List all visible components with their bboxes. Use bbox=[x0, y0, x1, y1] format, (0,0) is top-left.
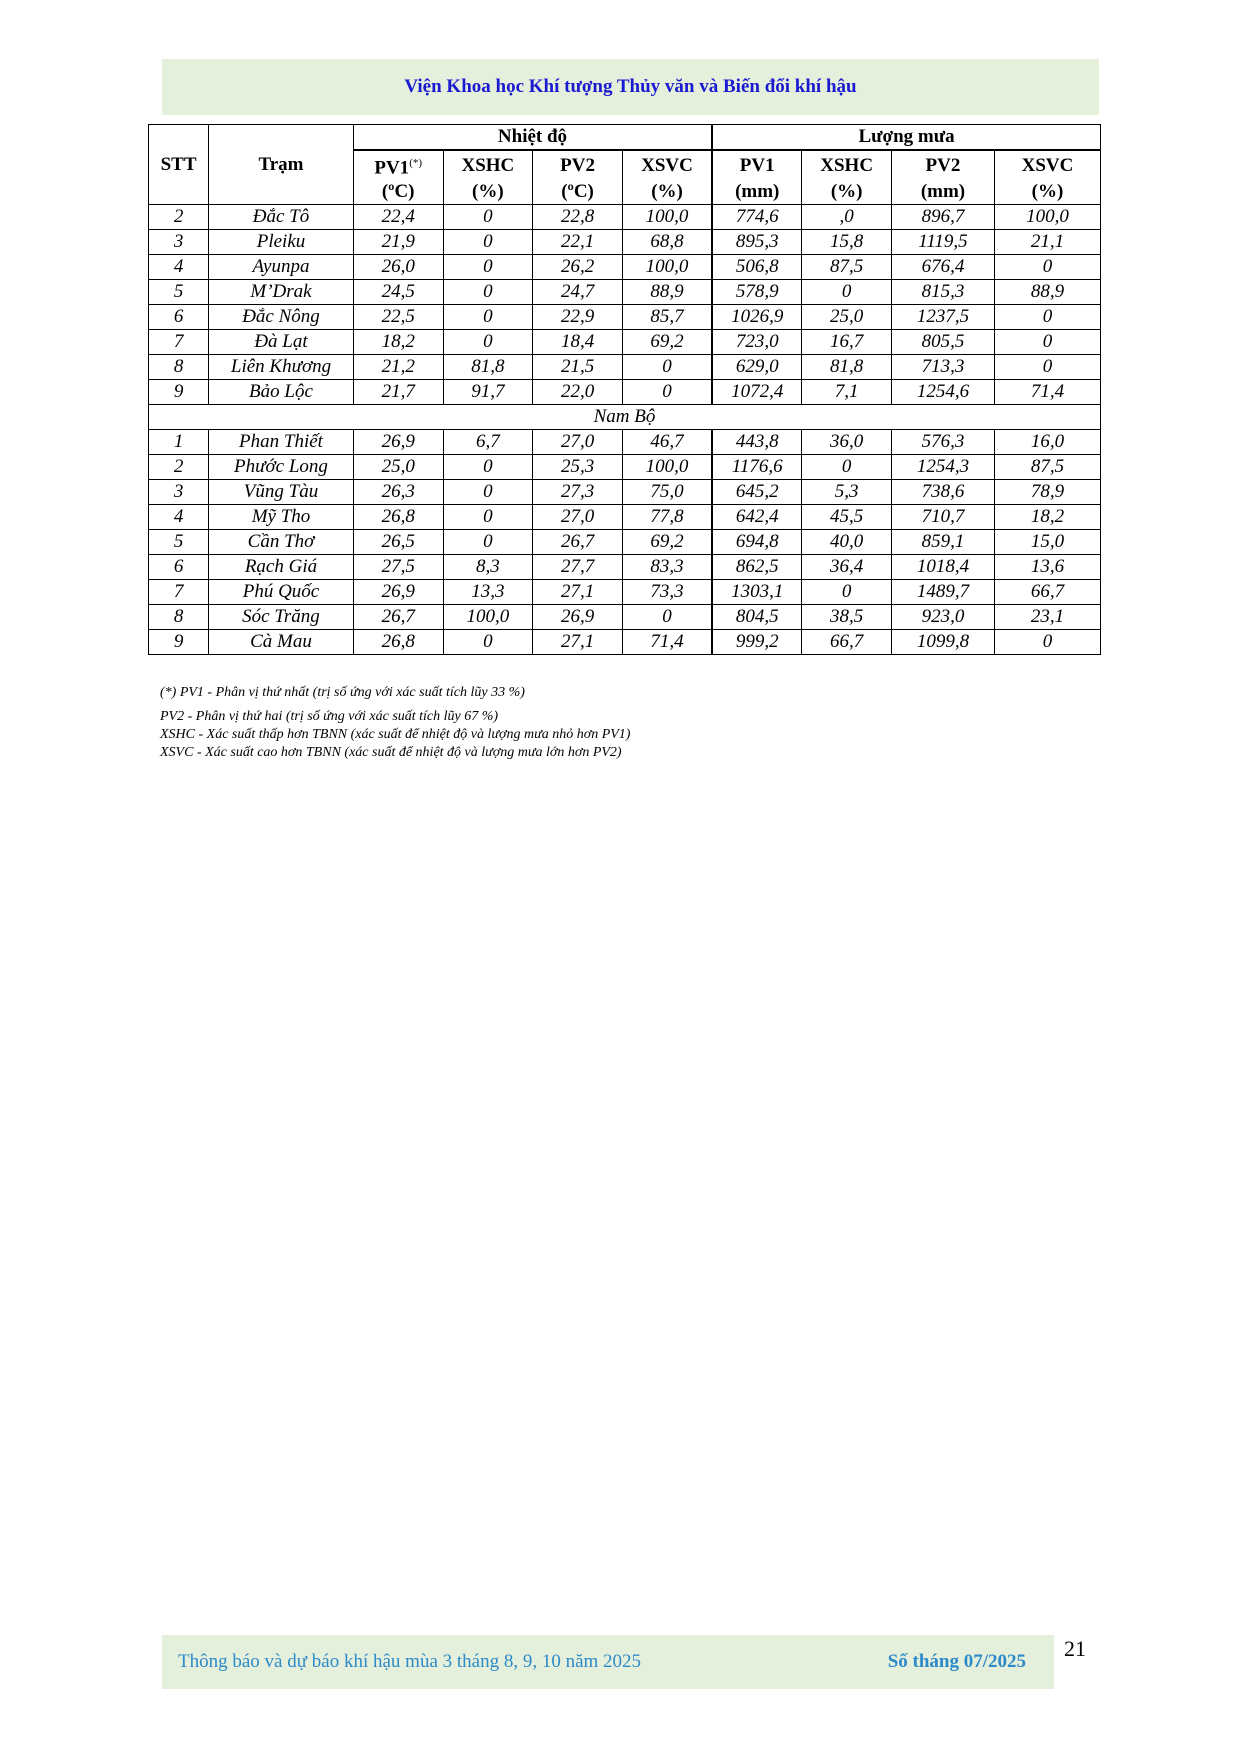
cell-value: 21,9 bbox=[353, 230, 443, 255]
cell-value: 71,4 bbox=[994, 380, 1100, 405]
cell-value: 26,8 bbox=[353, 505, 443, 530]
footnote-xsvc: XSVC - Xác suất cao hơn TBNN (xác suất để nhiệt độ và lượng mưa lớn hơn PV2) bbox=[160, 745, 622, 760]
cell-value: 1176,6 bbox=[712, 455, 802, 480]
cell-value: 443,8 bbox=[712, 430, 802, 455]
table-body-nam-bo bbox=[149, 430, 1101, 655]
page-number: 21 bbox=[1064, 1636, 1086, 1661]
cell-value: 26,9 bbox=[353, 580, 443, 605]
cell-value: 100,0 bbox=[622, 255, 712, 280]
cell-station: Phan Thiết bbox=[209, 430, 354, 455]
cell-value: 999,2 bbox=[712, 630, 802, 655]
cell-value: 578,9 bbox=[712, 280, 802, 305]
cell-value: 16,7 bbox=[802, 330, 892, 355]
cell-value: 22,9 bbox=[533, 305, 623, 330]
cell-value: 896,7 bbox=[892, 205, 995, 230]
cell-value: 87,5 bbox=[802, 255, 892, 280]
cell-value: 1099,8 bbox=[892, 630, 995, 655]
cell-value: 0 bbox=[802, 580, 892, 605]
header-temp-xshc: XSHC bbox=[443, 150, 533, 180]
header-temp-pv2: PV2 bbox=[533, 150, 623, 180]
header-temp-pv1-label: PV1 bbox=[374, 157, 410, 179]
cell-value: 7,1 bbox=[802, 380, 892, 405]
cell-value: 45,5 bbox=[802, 505, 892, 530]
section-label: Nam Bộ bbox=[149, 405, 1101, 430]
cell-value: 1018,4 bbox=[892, 555, 995, 580]
cell-value: 91,7 bbox=[443, 380, 533, 405]
footnote-marker: (*) bbox=[409, 157, 423, 169]
cell-value: 83,3 bbox=[622, 555, 712, 580]
cell-stt: 7 bbox=[149, 580, 209, 605]
cell-value: 629,0 bbox=[712, 355, 802, 380]
cell-value: 22,1 bbox=[533, 230, 623, 255]
cell-value: 1119,5 bbox=[892, 230, 995, 255]
cell-value: 69,2 bbox=[622, 330, 712, 355]
cell-value: 26,2 bbox=[533, 255, 623, 280]
cell-value: 87,5 bbox=[994, 455, 1100, 480]
cell-value: 0 bbox=[802, 455, 892, 480]
footer-title: Thông báo và dự báo khí hậu mùa 3 tháng 8, 9, 10 năm 2025 bbox=[178, 1651, 642, 1672]
cell-value: 81,8 bbox=[802, 355, 892, 380]
cell-value: 100,0 bbox=[622, 455, 712, 480]
institute-title: Viện Khoa học Khí tượng Thủy văn và Biến đổi khí hậu bbox=[404, 76, 857, 97]
header-rain-xsvc: XSVC bbox=[994, 150, 1100, 180]
cell-value: 738,6 bbox=[892, 480, 995, 505]
cell-value: 0 bbox=[443, 280, 533, 305]
cell-value: 694,8 bbox=[712, 530, 802, 555]
footnote-xshc: XSHC - Xác suất thấp hơn TBNN (xác suất để nhiệt độ và lượng mưa nhỏ hơn PV1) bbox=[160, 727, 631, 742]
cell-value: 21,7 bbox=[353, 380, 443, 405]
cell-stt: 7 bbox=[149, 330, 209, 355]
header-stt: STT bbox=[149, 125, 209, 205]
cell-value: 642,4 bbox=[712, 505, 802, 530]
table-row bbox=[149, 455, 1101, 480]
table-row bbox=[149, 530, 1101, 555]
cell-value: 81,8 bbox=[443, 355, 533, 380]
cell-stt: 5 bbox=[149, 530, 209, 555]
cell-value: 506,8 bbox=[712, 255, 802, 280]
cell-value: 66,7 bbox=[802, 630, 892, 655]
cell-value: 71,4 bbox=[622, 630, 712, 655]
cell-value: 75,0 bbox=[622, 480, 712, 505]
cell-value: 576,3 bbox=[892, 430, 995, 455]
cell-value: 85,7 bbox=[622, 305, 712, 330]
cell-value: 24,7 bbox=[533, 280, 623, 305]
cell-stt: 3 bbox=[149, 230, 209, 255]
table-row bbox=[149, 255, 1101, 280]
cell-value: 68,8 bbox=[622, 230, 712, 255]
cell-value: 18,2 bbox=[994, 505, 1100, 530]
cell-value: 1072,4 bbox=[712, 380, 802, 405]
unit-rain-xsvc: (%) bbox=[994, 180, 1100, 205]
table-row bbox=[149, 330, 1101, 355]
cell-station: Cần Thơ bbox=[209, 530, 354, 555]
cell-value: 13,6 bbox=[994, 555, 1100, 580]
cell-value: 27,5 bbox=[353, 555, 443, 580]
cell-value: 88,9 bbox=[622, 280, 712, 305]
cell-stt: 2 bbox=[149, 455, 209, 480]
cell-value: 0 bbox=[443, 455, 533, 480]
cell-stt: 9 bbox=[149, 630, 209, 655]
cell-value: 18,4 bbox=[533, 330, 623, 355]
cell-value: 805,5 bbox=[892, 330, 995, 355]
unit-rain-pv1: (mm) bbox=[712, 180, 802, 205]
cell-value: 40,0 bbox=[802, 530, 892, 555]
cell-value: 0 bbox=[443, 230, 533, 255]
cell-value: 38,5 bbox=[802, 605, 892, 630]
cell-value: 1237,5 bbox=[892, 305, 995, 330]
table-row bbox=[149, 480, 1101, 505]
cell-value: 0 bbox=[443, 480, 533, 505]
cell-value: 26,7 bbox=[353, 605, 443, 630]
cell-value: 0 bbox=[994, 330, 1100, 355]
cell-value: 100,0 bbox=[443, 605, 533, 630]
cell-value: 73,3 bbox=[622, 580, 712, 605]
header-station: Trạm bbox=[209, 125, 354, 205]
table-body-section bbox=[149, 405, 1101, 430]
cell-stt: 4 bbox=[149, 255, 209, 280]
cell-value: 645,2 bbox=[712, 480, 802, 505]
cell-value: 0 bbox=[443, 205, 533, 230]
table-row bbox=[149, 605, 1101, 630]
cell-value: 6,7 bbox=[443, 430, 533, 455]
table-row bbox=[149, 205, 1101, 230]
table-row bbox=[149, 430, 1101, 455]
table-row bbox=[149, 280, 1101, 305]
cell-value: 27,0 bbox=[533, 505, 623, 530]
table-row bbox=[149, 555, 1101, 580]
header-rain-pv1: PV1 bbox=[712, 150, 802, 180]
cell-value: 21,2 bbox=[353, 355, 443, 380]
unit-temp-pv1: (ºC) bbox=[353, 180, 443, 205]
cell-stt: 8 bbox=[149, 355, 209, 380]
cell-station: Phước Long bbox=[209, 455, 354, 480]
header-temp-xsvc: XSVC bbox=[622, 150, 712, 180]
unit-rain-pv2: (mm) bbox=[892, 180, 995, 205]
footnote-pv1: (*) PV1 - Phân vị thứ nhất (trị số ứng với xác suất tích lũy 33 %) bbox=[160, 685, 525, 700]
cell-value: 26,9 bbox=[353, 430, 443, 455]
cell-value: 25,0 bbox=[802, 305, 892, 330]
cell-stt: 9 bbox=[149, 380, 209, 405]
cell-value: 5,3 bbox=[802, 480, 892, 505]
cell-value: 16,0 bbox=[994, 430, 1100, 455]
cell-station: Mỹ Tho bbox=[209, 505, 354, 530]
cell-station: Đắc Nông bbox=[209, 305, 354, 330]
cell-station: Liên Khương bbox=[209, 355, 354, 380]
cell-value: 0 bbox=[802, 280, 892, 305]
cell-value: 0 bbox=[622, 355, 712, 380]
cell-station: Phú Quốc bbox=[209, 580, 354, 605]
cell-stt: 5 bbox=[149, 280, 209, 305]
cell-value: 24,5 bbox=[353, 280, 443, 305]
cell-value: 46,7 bbox=[622, 430, 712, 455]
cell-value: 804,5 bbox=[712, 605, 802, 630]
cell-value: ,0 bbox=[802, 205, 892, 230]
cell-stt: 4 bbox=[149, 505, 209, 530]
cell-station: M’Drak bbox=[209, 280, 354, 305]
cell-stt: 8 bbox=[149, 605, 209, 630]
cell-station: Ayunpa bbox=[209, 255, 354, 280]
cell-stt: 6 bbox=[149, 555, 209, 580]
cell-value: 1254,3 bbox=[892, 455, 995, 480]
cell-value: 100,0 bbox=[994, 205, 1100, 230]
cell-value: 18,2 bbox=[353, 330, 443, 355]
footer-band bbox=[162, 1635, 1054, 1689]
table-row bbox=[149, 630, 1101, 655]
cell-value: 1254,6 bbox=[892, 380, 995, 405]
cell-station: Rạch Giá bbox=[209, 555, 354, 580]
cell-stt: 3 bbox=[149, 480, 209, 505]
cell-station: Bảo Lộc bbox=[209, 380, 354, 405]
table-row bbox=[149, 505, 1101, 530]
cell-value: 1026,9 bbox=[712, 305, 802, 330]
cell-value: 26,9 bbox=[533, 605, 623, 630]
cell-value: 27,7 bbox=[533, 555, 623, 580]
table-row bbox=[149, 580, 1101, 605]
cell-value: 0 bbox=[622, 605, 712, 630]
header-temp-pv1 bbox=[353, 150, 443, 180]
cell-value: 0 bbox=[443, 530, 533, 555]
header-group-rainfall: Lượng mưa bbox=[712, 125, 1100, 151]
cell-value: 36,4 bbox=[802, 555, 892, 580]
table-body-tay-nguyen bbox=[149, 205, 1101, 405]
cell-value: 713,3 bbox=[892, 355, 995, 380]
cell-stt: 6 bbox=[149, 305, 209, 330]
cell-value: 27,0 bbox=[533, 430, 623, 455]
cell-value: 69,2 bbox=[622, 530, 712, 555]
cell-value: 22,4 bbox=[353, 205, 443, 230]
cell-value: 0 bbox=[994, 355, 1100, 380]
cell-value: 0 bbox=[443, 305, 533, 330]
cell-value: 25,3 bbox=[533, 455, 623, 480]
cell-value: 27,3 bbox=[533, 480, 623, 505]
cell-value: 36,0 bbox=[802, 430, 892, 455]
unit-rain-xshc: (%) bbox=[802, 180, 892, 205]
cell-value: 676,4 bbox=[892, 255, 995, 280]
table-row bbox=[149, 305, 1101, 330]
cell-station: Sóc Trăng bbox=[209, 605, 354, 630]
header-rain-xshc: XSHC bbox=[802, 150, 892, 180]
forecast-table bbox=[148, 124, 1101, 655]
cell-station: Cà Mau bbox=[209, 630, 354, 655]
cell-value: 15,8 bbox=[802, 230, 892, 255]
cell-value: 22,0 bbox=[533, 380, 623, 405]
cell-value: 26,7 bbox=[533, 530, 623, 555]
cell-value: 895,3 bbox=[712, 230, 802, 255]
cell-value: 22,8 bbox=[533, 205, 623, 230]
cell-value: 710,7 bbox=[892, 505, 995, 530]
cell-value: 0 bbox=[994, 630, 1100, 655]
cell-stt: 1 bbox=[149, 430, 209, 455]
cell-value: 15,0 bbox=[994, 530, 1100, 555]
unit-temp-xsvc: (%) bbox=[622, 180, 712, 205]
cell-value: 0 bbox=[443, 255, 533, 280]
header-rain-pv2: PV2 bbox=[892, 150, 995, 180]
cell-value: 862,5 bbox=[712, 555, 802, 580]
issue-number: Số tháng 07/2025 bbox=[887, 1651, 1026, 1672]
cell-value: 26,3 bbox=[353, 480, 443, 505]
cell-value: 859,1 bbox=[892, 530, 995, 555]
cell-value: 27,1 bbox=[533, 630, 623, 655]
cell-value: 1489,7 bbox=[892, 580, 995, 605]
header-group-temperature: Nhiệt độ bbox=[353, 125, 712, 151]
table-row bbox=[149, 230, 1101, 255]
cell-value: 78,9 bbox=[994, 480, 1100, 505]
cell-value: 26,5 bbox=[353, 530, 443, 555]
cell-value: 723,0 bbox=[712, 330, 802, 355]
cell-value: 0 bbox=[994, 305, 1100, 330]
cell-value: 815,3 bbox=[892, 280, 995, 305]
table-row bbox=[149, 380, 1101, 405]
cell-value: 13,3 bbox=[443, 580, 533, 605]
cell-value: 0 bbox=[994, 255, 1100, 280]
cell-value: 26,8 bbox=[353, 630, 443, 655]
cell-station: Đắc Tô bbox=[209, 205, 354, 230]
cell-value: 923,0 bbox=[892, 605, 995, 630]
cell-value: 0 bbox=[443, 505, 533, 530]
cell-value: 21,5 bbox=[533, 355, 623, 380]
cell-value: 77,8 bbox=[622, 505, 712, 530]
cell-station: Đà Lạt bbox=[209, 330, 354, 355]
cell-station: Vũng Tàu bbox=[209, 480, 354, 505]
cell-value: 100,0 bbox=[622, 205, 712, 230]
cell-value: 23,1 bbox=[994, 605, 1100, 630]
cell-value: 1303,1 bbox=[712, 580, 802, 605]
cell-value: 0 bbox=[622, 380, 712, 405]
table-row bbox=[149, 355, 1101, 380]
header-band bbox=[162, 59, 1099, 115]
cell-value: 8,3 bbox=[443, 555, 533, 580]
unit-temp-xshc: (%) bbox=[443, 180, 533, 205]
cell-value: 26,0 bbox=[353, 255, 443, 280]
cell-value: 66,7 bbox=[994, 580, 1100, 605]
footnotes bbox=[160, 684, 1060, 762]
cell-value: 27,1 bbox=[533, 580, 623, 605]
cell-value: 774,6 bbox=[712, 205, 802, 230]
cell-value: 0 bbox=[443, 330, 533, 355]
cell-value: 88,9 bbox=[994, 280, 1100, 305]
cell-station: Pleiku bbox=[209, 230, 354, 255]
cell-stt: 2 bbox=[149, 205, 209, 230]
footnote-pv2: PV2 - Phân vị thứ hai (trị số ứng với xác suất tích lũy 67 %) bbox=[160, 709, 499, 724]
unit-temp-pv2: (ºC) bbox=[533, 180, 623, 205]
cell-value: 25,0 bbox=[353, 455, 443, 480]
cell-value: 0 bbox=[443, 630, 533, 655]
cell-value: 22,5 bbox=[353, 305, 443, 330]
cell-value: 21,1 bbox=[994, 230, 1100, 255]
